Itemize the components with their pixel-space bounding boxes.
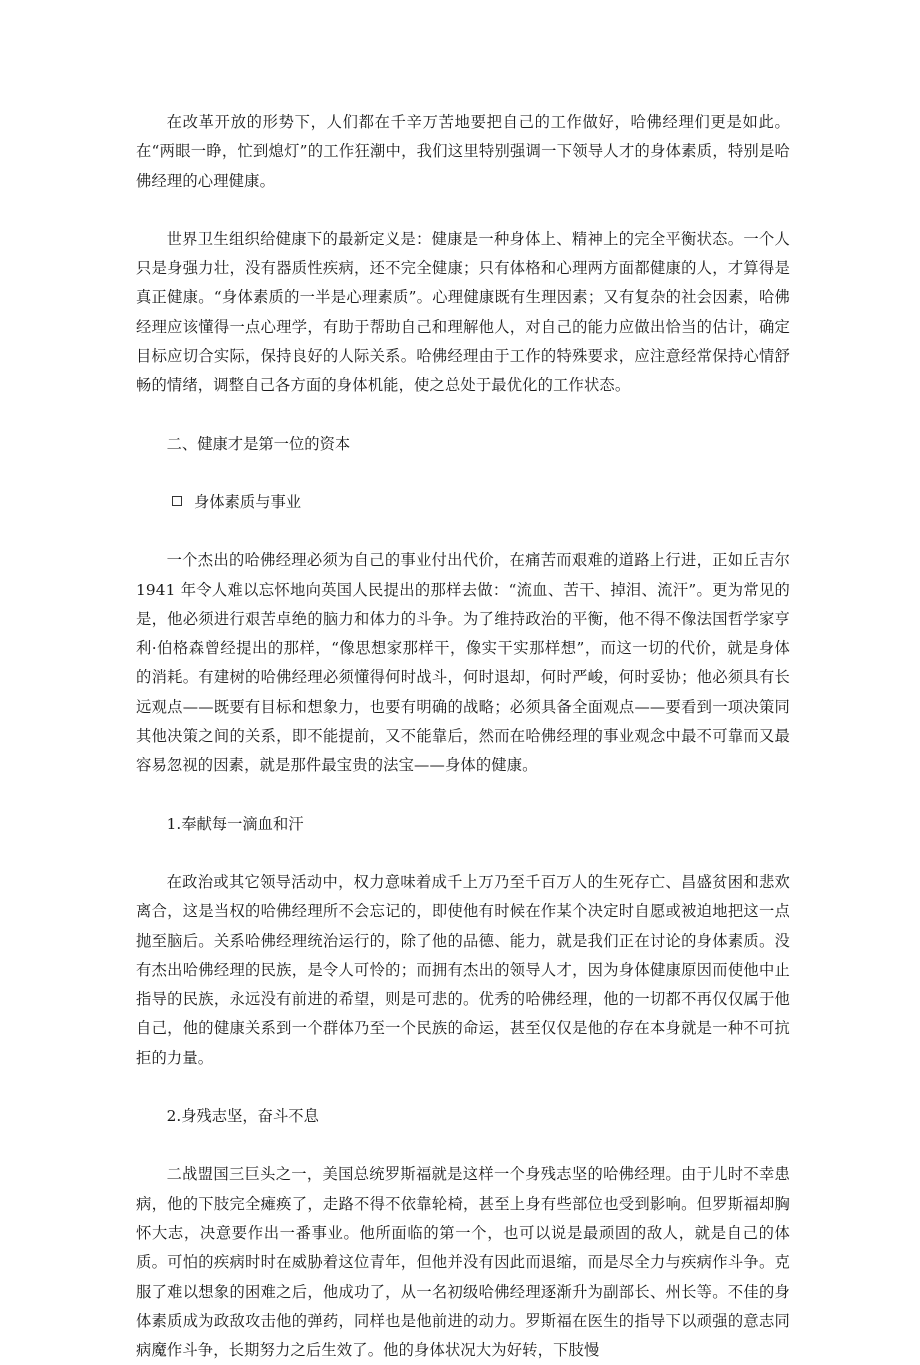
section-heading: 二、健康才是第一位的资本: [166, 434, 351, 453]
subsection-heading-text: 身体素质与事业: [194, 492, 302, 511]
spacer: [136, 781, 790, 810]
paragraph-career: 一个杰出的哈佛经理必须为自己的事业付出代价，在痛苦而艰难的道路上行进，正如丘吉尔 1941 年令人难以忘怀地向英国人民提出的那样去做：“流血、苦干、掉泪、流汗”。更为常见的是，他必须进行艰苦卓绝的脑力和体力的斗争。为了维持政治的平衡，他不得不像法国哲学家亨利·伯格森曾经提出的那样，“像思想家那样干，像实干实那样想”，而这一切的代价，就是身体的消耗。有建树的哈佛经理必须懂得何时战斗，何时退却，何时严峻，何时妥协；他必须具有长远观点——既要有目标和想象力，也要有明确的战略；必须具备全面观点——要看到一项决策同其他决策之间的关系，即不能提前，又不能靠后，然而在哈佛经理的事业观念中最不可靠而又最容易忽视的因素，就是那件最宝贵的法宝——身体的健康。: [136, 551, 790, 775]
spacer: [136, 401, 790, 430]
item-heading-2: 2.身残志坚，奋斗不息: [166, 1107, 319, 1126]
document-page: [136, 108, 790, 1365]
spacer: [136, 517, 790, 546]
paragraph-roosevelt: 二战盟国三巨头之一，美国总统罗斯福就是这样一个身残志坚的哈佛经理。由于儿时不幸患病，他的下肢完全瘫痪了，走路不得不依靠轮椅，甚至上身有些部位也受到影响。但罗斯福却胸怀大志，决意要作出一番事业。他所面临的第一个，也可以说是最顽固的敌人，就是自己的体质。可怕的疾病时时在威胁着这位青年，但他并没有因此而退缩，而是尽全力与疾病作斗争。克服了难以想象的困难之后，他成功了，从一名初级哈佛经理逐渐升为副部长、州长等。不佳的身体素质成为政敌攻击他的弹药，同样也是他前进的动力。罗斯福在医生的指导下以顽强的意志同病魔作斗争，长期努力之后生效了。他的身体状况大为好转，下肢慢: [136, 1165, 790, 1360]
paragraph-health-definition: 世界卫生组织给健康下的最新定义是：健康是一种身体上、精神上的完全平衡状态。一个人只是身强力壮，没有器质性疾病，还不完全健康；只有体格和心理两方面都健康的人，才算得是真正健康。“身体素质的一半是心理素质”。心理健康既有生理因素；又有复杂的社会因素，哈佛经理应该懂得一点心理学，有助于帮助自己和理解他人，对自己的能力应做出恰当的估计，确定目标应切合实际，保持良好的人际关系。哈佛经理由于工作的特殊要求，应注意经常保持心情舒畅的情绪，调整自己各方面的身体机能，使之总处于最优化的工作状态。: [136, 229, 790, 395]
paragraph-intro: 在改革开放的形势下，人们都在千辛万苦地要把自己的工作做好，哈佛经理们更是如此。在“两眼一睁，忙到熄灯”的工作狂潮中，我们这里特别强调一下领导人才的身体素质，特别是哈佛经理的心理健康。: [136, 113, 790, 190]
item-heading-1: 1.奉献每一滴血和汗: [166, 814, 304, 833]
spacer: [136, 839, 790, 868]
spacer: [136, 459, 790, 488]
square-bullet-icon: [172, 496, 182, 506]
spacer: [136, 1073, 790, 1102]
spacer: [136, 196, 790, 225]
subsection-heading: [136, 488, 790, 517]
paragraph-dedication: 在政治或其它领导活动中，权力意味着成千上万乃至千百万人的生死存亡、昌盛贫困和悲欢离合，这是当权的哈佛经理所不会忘记的，即使他有时候在作某个决定时自愿或被迫地把这一点抛至脑后。关系哈佛经理统治运行的，除了他的品德、能力，就是我们正在讨论的身体素质。没有杰出哈佛经理的民族，是令人可怜的；而拥有杰出的领导人才，因为身体健康原因而使他中止指导的民族，永远没有前进的希望，则是可悲的。优秀的哈佛经理，他的一切都不再仅仅属于他自己，他的健康关系到一个群体乃至一个民族的命运，甚至仅仅是他的存在本身就是一种不可抗拒的力量。: [136, 872, 790, 1067]
spacer: [136, 1131, 790, 1160]
